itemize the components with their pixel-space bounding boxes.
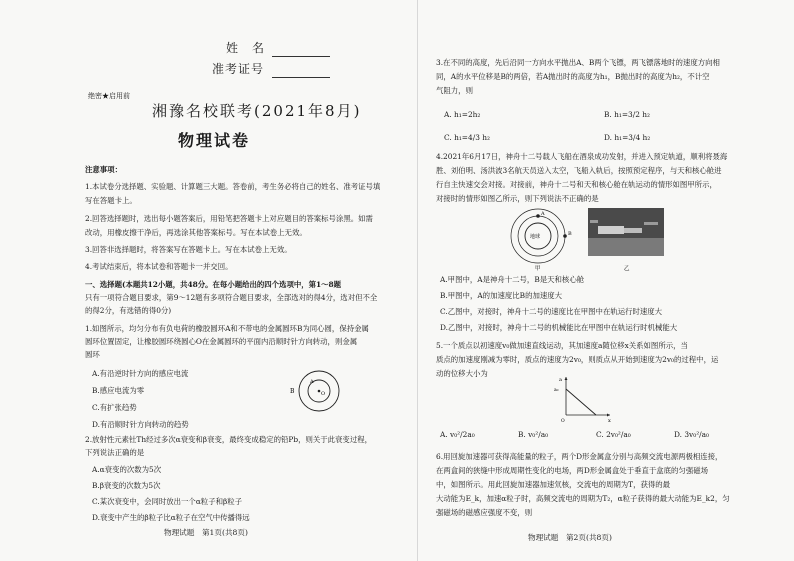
page-divider bbox=[417, 0, 418, 561]
q4-option-c: C.乙图中，对接时，神舟十二号的速度比在甲图中在轨运行时速度大 bbox=[440, 307, 663, 316]
q4-stem: 4.2021年6月17日，神舟十二号载人飞船在酒泉成功发射，并进入预定轨道，顺利将聂海 bbox=[436, 152, 728, 161]
earth-horizon bbox=[588, 238, 664, 256]
q1-stem: 圆环 bbox=[85, 350, 100, 359]
axis-x-label: x bbox=[608, 418, 611, 424]
q4-label-b: B bbox=[568, 231, 572, 237]
q2-option-a: A.α衰变的次数为5次 bbox=[92, 465, 162, 474]
notes-heading: 注意事项： bbox=[85, 165, 122, 174]
q5-option-b: B. v₀²/a₀ bbox=[518, 430, 549, 439]
axis-a-label: a bbox=[559, 377, 562, 383]
q1-option-d: D.有沿顺时针方向转动的趋势 bbox=[92, 420, 189, 429]
q5-stem: 5.一个质点以初速度v₀做加速直线运动，其加速度a随位移x关系如图所示，当 bbox=[436, 341, 688, 350]
q4-stem: 对接时的情形如图乙所示，则下列说法不正确的是 bbox=[436, 194, 599, 203]
q1-label-o: O bbox=[321, 391, 326, 397]
q5-stem: 动的位移大小为 bbox=[436, 369, 488, 378]
solar-panel bbox=[644, 222, 658, 225]
q1-stem: 1.如图所示，均匀分布有负电荷的橡胶圆环A和不带电的金属圆环B为同心圆，保持金属 bbox=[85, 324, 369, 333]
q4-docking-photo bbox=[588, 208, 664, 274]
craft-b bbox=[563, 234, 567, 238]
page-footer: 物理试题 第2页(共8页) bbox=[528, 533, 612, 542]
spacecraft-module bbox=[624, 228, 642, 233]
graph-line bbox=[566, 389, 596, 415]
q1-stem: 圆环位置固定，让橡胶圆环绕圆心O在金属圆环的平面内沿顺时针方向转动，则金属 bbox=[85, 337, 358, 346]
q1-label-b: B bbox=[290, 388, 295, 395]
earth-label: 地球 bbox=[530, 234, 541, 240]
notes-line: 改动，用橡皮擦干净后，再选涂其他答案标号。写在本试卷上无效。 bbox=[85, 228, 307, 237]
q5-stem: 质点的加速度刚减为零时，质点的速度为2v₀，则质点从开始到速度为2v₀的过程中，运 bbox=[436, 355, 719, 364]
q3-stem: 气阻力，则 bbox=[436, 86, 473, 95]
section-text: 的得2分，有选错的得0分) bbox=[85, 306, 172, 315]
q4-option-a: A.甲图中，A是神舟十二号，B是天和核心舱 bbox=[440, 275, 585, 284]
q6-stem: 大动能为E_k，加速α粒子时，高频交流电的周期为T₂，α粒子获得的最大动能为E_k2，匀 bbox=[436, 494, 730, 503]
origin-label: O bbox=[561, 419, 565, 424]
center-point-o bbox=[318, 390, 321, 393]
q1-label-a: A bbox=[310, 379, 314, 385]
q4-orbit-figure bbox=[510, 206, 582, 272]
q4-option-b: B.甲图中，A的加速度比B的加速度大 bbox=[440, 291, 563, 300]
q4-stem: 胜、刘伯明、汤洪波3名航天员送入太空，飞船入轨后，按照预定程序，与天和核心舱进 bbox=[436, 166, 722, 175]
q3-option-a: A. h₁=2h₂ bbox=[444, 110, 481, 119]
name-blank bbox=[272, 56, 330, 57]
q4-caption-yi: 乙 bbox=[624, 266, 630, 272]
q3-option-b: B. h₁=3/2 h₂ bbox=[604, 110, 651, 119]
notes-line: 1.本试卷分选择题、实验题、计算题三大题。答卷前，考生务必将自己的姓名、准考证号填 bbox=[85, 182, 381, 191]
q2-stem: 2.放射性元素钍Th经过多次α衰变和β衰变，最终变成稳定的铅Pb，则关于此衰变过程， bbox=[85, 435, 372, 444]
q6-stem: 中，如图所示。用此回旋加速器加速氘核，交流电的周期为T，获得的最 bbox=[436, 480, 671, 489]
name-label: 姓 名 bbox=[226, 41, 266, 55]
q4-label-a: A bbox=[541, 211, 545, 217]
q5-option-c: C. 2v₀²/a₀ bbox=[596, 430, 631, 439]
q3-stem: 3.在不同的高度，先后沿同一方向水平抛出A、B两个飞镖，两飞镖落地时的速度方向相 bbox=[436, 58, 720, 67]
notes-line: 4.考试结束后，将本试卷和答题卡一并交回。 bbox=[85, 262, 233, 271]
section-text: 只有一项符合题目要求，第9～12题有多项符合题目要求，全部选对的得4分，选对但不全 bbox=[85, 293, 378, 302]
page-footer: 物理试题 第1页(共8页) bbox=[164, 528, 248, 537]
exam-title: 湘豫名校联考(2021年8月) bbox=[152, 102, 362, 120]
q4-stem: 行自主快速交会对接。对接前，神舟十二号和天和核心舱在轨运动的情形如图甲所示， bbox=[436, 180, 717, 189]
q1-option-a: A.有沿逆时针方向的感应电流 bbox=[92, 369, 189, 378]
q3-option-c: C. h₁=4/3 h₂ bbox=[444, 133, 490, 142]
x-axis-arrow bbox=[607, 414, 610, 417]
q6-stem: 强磁场的磁感应强度不变，则 bbox=[436, 508, 533, 517]
page-2 bbox=[420, 0, 794, 561]
q4-option-d: D.乙图中，对接时，神舟十二号的机械能比在甲图中在轨运行时机械能大 bbox=[440, 323, 678, 332]
q4-caption-jia: 甲 bbox=[535, 266, 541, 272]
q1-option-c: C.有扩张趋势 bbox=[92, 403, 137, 412]
q2-option-c: C.某次衰变中，会同时放出一个α粒子和β粒子 bbox=[92, 497, 243, 506]
ticket-blank bbox=[272, 77, 330, 78]
notes-line: 写在答题卡上。 bbox=[85, 196, 137, 205]
secret-mark: 绝密★启用前 bbox=[88, 92, 130, 100]
spacecraft-body bbox=[598, 226, 624, 234]
q3-stem: 同，A的水平位移是B的两倍，若A抛出时的高度为h₁，B抛出时的高度为h₂，不计空 bbox=[436, 72, 710, 81]
q3-option-d: D. h₁=3/4 h₂ bbox=[604, 133, 651, 142]
q1-option-b: B.感应电流为零 bbox=[92, 386, 145, 395]
notes-line: 2.回答选择题时，选出每小题答案后，用铅笔把答题卡上对应题目的答案标号涂黑。如需 bbox=[85, 214, 373, 223]
notes-line: 3.回答非选择题时，将答案写在答题卡上。写在本试卷上无效。 bbox=[85, 245, 292, 254]
q2-option-b: B.β衰变的次数为5次 bbox=[92, 481, 161, 490]
q5-option-d: D. 3v₀²/a₀ bbox=[674, 430, 710, 439]
craft-a bbox=[536, 214, 540, 218]
q2-stem: 下列说法正确的是 bbox=[85, 448, 145, 457]
paper-title: 物理试卷 bbox=[178, 131, 251, 150]
q1-ring-figure bbox=[290, 368, 342, 414]
q6-stem: 在两盒间的狭缝中形成周期性变化的电场，两D形金属盒处于垂直于盒底的匀强磁场 bbox=[436, 466, 708, 475]
y-axis-arrow bbox=[565, 377, 568, 380]
q2-option-d: D.衰变中产生的β粒子比α粒子在空气中传播得远 bbox=[92, 513, 250, 522]
q5-option-a: A. v₀²/2a₀ bbox=[440, 430, 475, 439]
solar-panel bbox=[590, 220, 598, 223]
ticket-label: 准考证号 bbox=[212, 62, 265, 76]
section-heading: 一、选择题(本题共12小题，共48分。在每小题给出的四个选项中，第1～8题 bbox=[85, 280, 342, 289]
a0-label: a₀ bbox=[554, 388, 559, 393]
q5-graph bbox=[554, 373, 614, 424]
q6-stem: 6.用回旋加速器可获得高能量的粒子，两个D形金属盒分别与高频交流电源两极相连接， bbox=[436, 452, 723, 461]
